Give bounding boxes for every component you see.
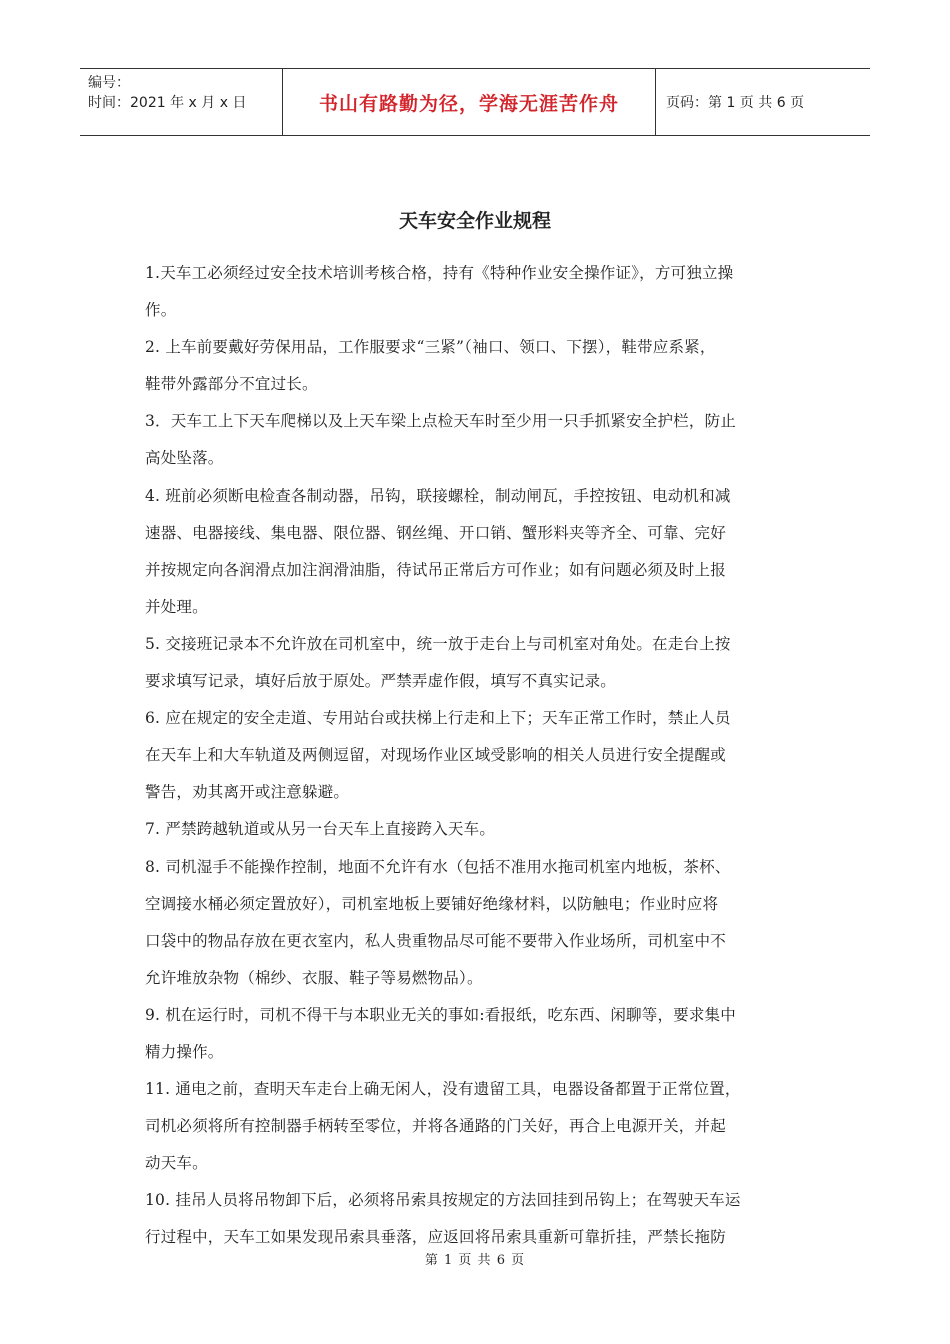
body-line: 警告，劝其离开或注意躲避。 [145,783,350,802]
body-line: 6. 应在规定的安全走道、专用站台或扶梯上行走和上下；天车正常工作时，禁止人员 [145,709,731,728]
body-line: 行过程中，天车工如果发现吊索具垂落，应返回将吊索具重新可靠折挂，严禁长拖防 [145,1228,726,1247]
body-line: 8. 司机湿手不能操作控制，地面不允许有水（包括不准用水拖司机室内地板，茶杯、 [145,857,731,876]
body-line: 口袋中的物品存放在更衣室内，私人贵重物品尽可能不要带入作业场所，司机室中不 [145,931,726,950]
body-line: 高处坠落。 [145,449,224,468]
body-line: 速器、电器接线、集电器、限位器、钢丝绳、开口销、蟹形料夹等齐全、可靠、完好 [145,523,726,542]
body-line: 作。 [145,301,177,320]
body-line: 空调接水桶必须定置放好），司机室地板上要铺好绝缘材料，以防触电；作业时应将 [145,894,719,913]
body-line: 5. 交接班记录本不允许放在司机室中，统一放于走台上与司机室对角处。在走台上按 [145,634,731,653]
body-line: 4. 班前必须断电检查各制动器，吊钩，联接螺栓，制动闸瓦，手控按钮、电动机和减 [145,486,731,505]
body-line: 司机必须将所有控制器手柄转至零位，并将各通路的门关好，再合上电源开关，并起 [145,1117,726,1136]
header-motto: 书山有路勤为径，学海无涯苦作舟 [282,69,656,135]
document-title: 天车安全作业规程 [398,210,551,232]
body-line: 10. 挂吊人员将吊物卸下后，必须将吊索具按规定的方法回挂到吊钩上；在驾驶天车运 [145,1191,741,1210]
body-line: 精力操作。 [145,1042,224,1061]
page-footer: 第 1 页 共 6 页 [424,1253,526,1268]
body-line: 11. 通电之前，查明天车走台上确无闲人，没有遗留工具，电器设备都置于正常位置， [145,1080,741,1099]
body-line: 3．天车工上下天车爬梯以及上天车梁上点检天车时至少用一只手抓紧安全护栏，防止 [145,412,736,431]
body-line: 9. 机在运行时，司机不得干与本职业无关的事如:看报纸，吃东西、闲聊等，要求集中 [145,1005,736,1024]
body-line: 2. 上车前要戴好劳保用品，工作服要求“三紧”（袖口、领口、下摆），鞋带应系紧， [145,338,716,357]
body-line: 并按规定向各润滑点加注润滑油脂，待试吊正常后方可作业；如有问题必须及时上报 [145,560,726,579]
document-time-label: 时间：2021 年 x 月 x 日 [88,95,247,111]
body-line: 允许堆放杂物（棉纱、衣服、鞋子等易燃物品）。 [145,968,483,987]
body-line: 7. 严禁跨越轨道或从另一台天车上直接跨入天车。 [145,820,496,839]
body-line: 鞋带外露部分不宜过长。 [145,375,318,394]
body-line: 要求填写记录，填好后放于原处。严禁弄虚作假，填写不真实记录。 [145,672,617,691]
page-header [80,68,870,136]
header-page-info: 页码：第 1 页 共 6 页 [666,95,805,111]
document-body [145,255,813,1257]
body-line: 1.天车工必须经过安全技术培训考核合格，持有《特种作业安全操作证》，方可独立操 [145,264,734,282]
document-number-label: 编号： [88,75,130,91]
header-meta [80,69,282,135]
body-line: 动天车。 [145,1154,208,1173]
body-line: 并处理。 [145,597,208,616]
body-line: 在天车上和大车轨道及两侧逗留，对现场作业区域受影响的相关人员进行安全提醒或 [145,746,726,765]
